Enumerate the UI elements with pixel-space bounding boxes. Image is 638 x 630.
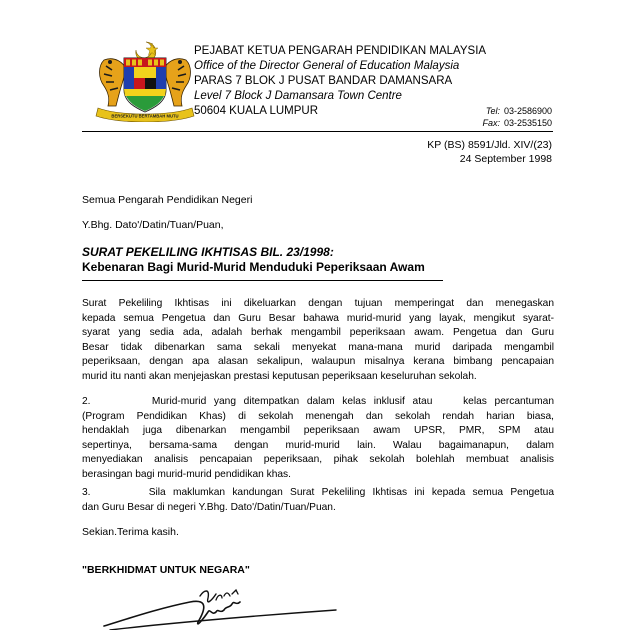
paragraph-1-line: Surat Pekeliling Ikhtisas ini dikeluarkan dengan tujuan memperingat dan menegaskan bbox=[82, 298, 554, 309]
letterhead-divider bbox=[82, 131, 553, 132]
left-tiger-icon bbox=[100, 59, 127, 106]
paragraph-1-line: syarat yang sedia ada, adalah berhak mengambil peperiksaan awam. Pengetua dan Guru bbox=[82, 327, 554, 338]
paragraph-2-line: berasingan bagi murid-murid pendidikan khas. bbox=[82, 468, 291, 480]
letterhead-line-2: Office of the Director General of Education Malaysia bbox=[194, 60, 460, 72]
paragraph-2-line: menyediakan analisis pencapaian peperiksaan, pihak sekolah bolehlah membuat analisis bbox=[82, 454, 554, 465]
fax-label: Fax: bbox=[482, 118, 500, 128]
closing-line: Sekian.Terima kasih. bbox=[82, 526, 179, 538]
letterhead-line-1: PEJABAT KETUA PENGARAH PENDIDIKAN MALAYSIA bbox=[194, 45, 487, 57]
crest-motto-text: BERSEKUTU BERTAMBAH MUTU bbox=[111, 113, 179, 119]
paragraph-2-line: hendaklah juga dibenarkan mengambil peperiksaan awam UPSR, PMR, SPM atau bbox=[82, 425, 554, 436]
paragraph-1-line: murid itu nanti akan menjejaskan prestasi keputusan peperiksaan keseluruhan sekolah. bbox=[82, 370, 477, 382]
paragraph-1-line: peperiksaan, dengan apa alasan sekalipun, walaupun misalnya kerana bimbang pencapaian bbox=[82, 356, 554, 367]
paragraph-2-line: sepertinya, bersama-sama dengan murid-murid lain. Walau bagaimanapun, dalam bbox=[82, 439, 554, 451]
paragraph-3 bbox=[82, 486, 554, 515]
right-tiger-icon bbox=[164, 59, 191, 106]
circular-title: SURAT PEKELILING IKHTISAS BIL. 23/1998: bbox=[82, 245, 334, 259]
letterhead-line-4: Level 7 Block J Damansara Town Centre bbox=[194, 90, 402, 102]
salutation: Y.Bhg. Dato'/Datin/Tuan/Puan, bbox=[82, 219, 224, 231]
fax-row bbox=[470, 118, 552, 129]
shield-icon bbox=[124, 58, 166, 112]
tel-label: Tel: bbox=[485, 106, 500, 116]
letterhead-line-5: 50604 KUALA LUMPUR bbox=[194, 105, 319, 117]
paragraph-2-line: (Program Pendidikan Khas) di sekolah menengah dan sekolah rendah harian biasa, bbox=[82, 410, 554, 422]
paragraph-1-line: kepada semua Pengetua dan Guru Besar bahawa murid-murid yang layak, mengikut syarat- bbox=[82, 312, 554, 324]
motto: "BERKHIDMAT UNTUK NEGARA" bbox=[82, 564, 250, 576]
paragraph-3-line: dan Guru Besar di negeri Y.Bhg. Dato'/Datin/Tuan/Puan. bbox=[82, 501, 336, 513]
paragraph-1-line: Besar tidak dibenarkan sama sekali menyekat mana-mana murid daripada mengambil bbox=[82, 341, 554, 353]
telephone-row bbox=[470, 106, 552, 117]
paragraph-3-line: 3. Sila maklumkan kandungan Surat Pekeliling Ikhtisas ini kepada semua Pengetua bbox=[82, 487, 554, 498]
recipient: Semua Pengarah Pendidikan Negeri bbox=[82, 194, 253, 206]
paragraph-1 bbox=[82, 297, 554, 384]
coat-of-arms-logo bbox=[90, 40, 200, 122]
letter-date: 24 September 1998 bbox=[459, 153, 552, 165]
circular-subject: Kebenaran Bagi Murid-Murid Menduduki Peperiksaan Awam bbox=[82, 260, 425, 274]
fax-value: 03-2535150 bbox=[504, 118, 553, 128]
letterhead-line-3: PARAS 7 BLOK J PUSAT BANDAR DAMANSARA bbox=[194, 75, 453, 87]
paragraph-2 bbox=[82, 395, 554, 482]
signature-image bbox=[100, 578, 340, 630]
reference-number: KP (BS) 8591/Jld. XIV/(23) bbox=[427, 139, 552, 151]
paragraph-2-line: 2. Murid-murid yang ditempatkan dalam kelas inklusif atau kelas percantuman bbox=[82, 396, 554, 407]
title-underline bbox=[82, 280, 443, 281]
tel-value: 03-2586900 bbox=[504, 106, 553, 116]
